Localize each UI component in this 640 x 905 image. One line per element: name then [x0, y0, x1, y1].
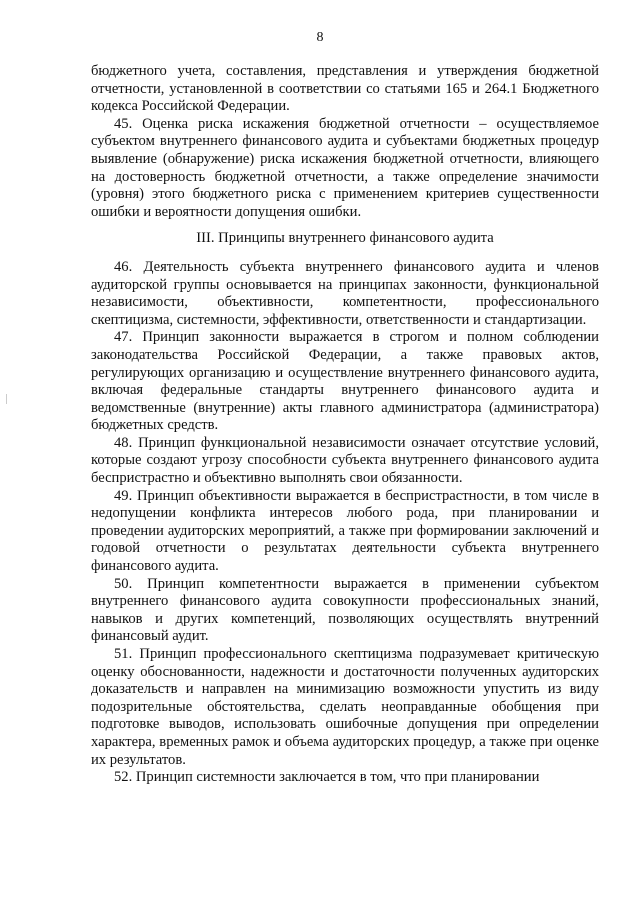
paragraph-51: 51. Принцип профессионального скептицизма подразумевает критическую оценку обоснованности, надежности и достаточности полученных аудиторских доказательств и направлен на минимизацию возможности упустить из виду подозрительные обстоятельства, сделать неоправданные обобщения при подготовке выводов, использовать ошибочные допущения при определении характера, временных рамок и объема аудиторских процедур, а также при оценке их результатов.	[91, 646, 599, 768]
section-heading: III. Принципы внутреннего финансового аудита	[196, 230, 494, 247]
paragraph-46: 46. Деятельность субъекта внутреннего финансового аудита и членов аудиторской группы основывается на принципах законности, функциональной независимости, объективности, компетентности, профессионального скептицизма, системности, эффективности, ответственности и стандартизации.	[91, 258, 599, 328]
document-body	[91, 63, 599, 787]
page-number: 8	[316, 30, 324, 45]
paragraph-49: 49. Принцип объективности выражается в беспристрастности, в том числе в недопущении конфликта интересов любого рода, при планировании и проведении аудиторских мероприятий, а также при формировании заключений и годовой отчетности о результатах деятельности субъекта внутреннего финансового аудита.	[91, 487, 599, 575]
paragraph-52: 52. Принцип системности заключается в том, что при планировании	[114, 769, 540, 786]
paragraph-45: 45. Оценка риска искажения бюджетной отчетности – осуществляемое субъектом внутреннего финансового аудита и субъектами бюджетных процедур выявление (обнаружение) риска искажения бюджетной отчетности, влияющего на достоверность бюджетной отчетности, а также определение значимости (уровня) этого бюджетного риска с применением критериев существенности ошибки и вероятности допущения ошибки.	[91, 115, 599, 220]
paragraph-48: 48. Принцип функциональной независимости означает отсутствие условий, которые создают угрозу способности субъекта внутреннего финансового аудита беспристрастно и объективно выполнять свои обязанности.	[91, 434, 599, 487]
paragraph-47: 47. Принцип законности выражается в строгом и полном соблюдении законодательства Российской Федерации, а также правовых актов, регулирующих организацию и осуществление внутреннего финансового аудита, включая федеральные стандарты внутреннего финансового аудита и ведомственные (внутренние) акты главного администратора (администратора) бюджетных средств.	[91, 329, 599, 434]
scan-margin-mark	[6, 394, 7, 404]
paragraph-continued: бюджетного учета, составления, представления и утверждения бюджетной отчетности, установленной в соответствии со статьями 165 и 264.1 Бюджетного кодекса Российской Федерации.	[91, 63, 599, 115]
paragraph-50: 50. Принцип компетентности выражается в применении субъектом внутреннего финансового аудита совокупности профессиональных знаний, навыков и других компетенций, позволяющих осуществлять внутренний финансовый аудит.	[91, 575, 599, 645]
